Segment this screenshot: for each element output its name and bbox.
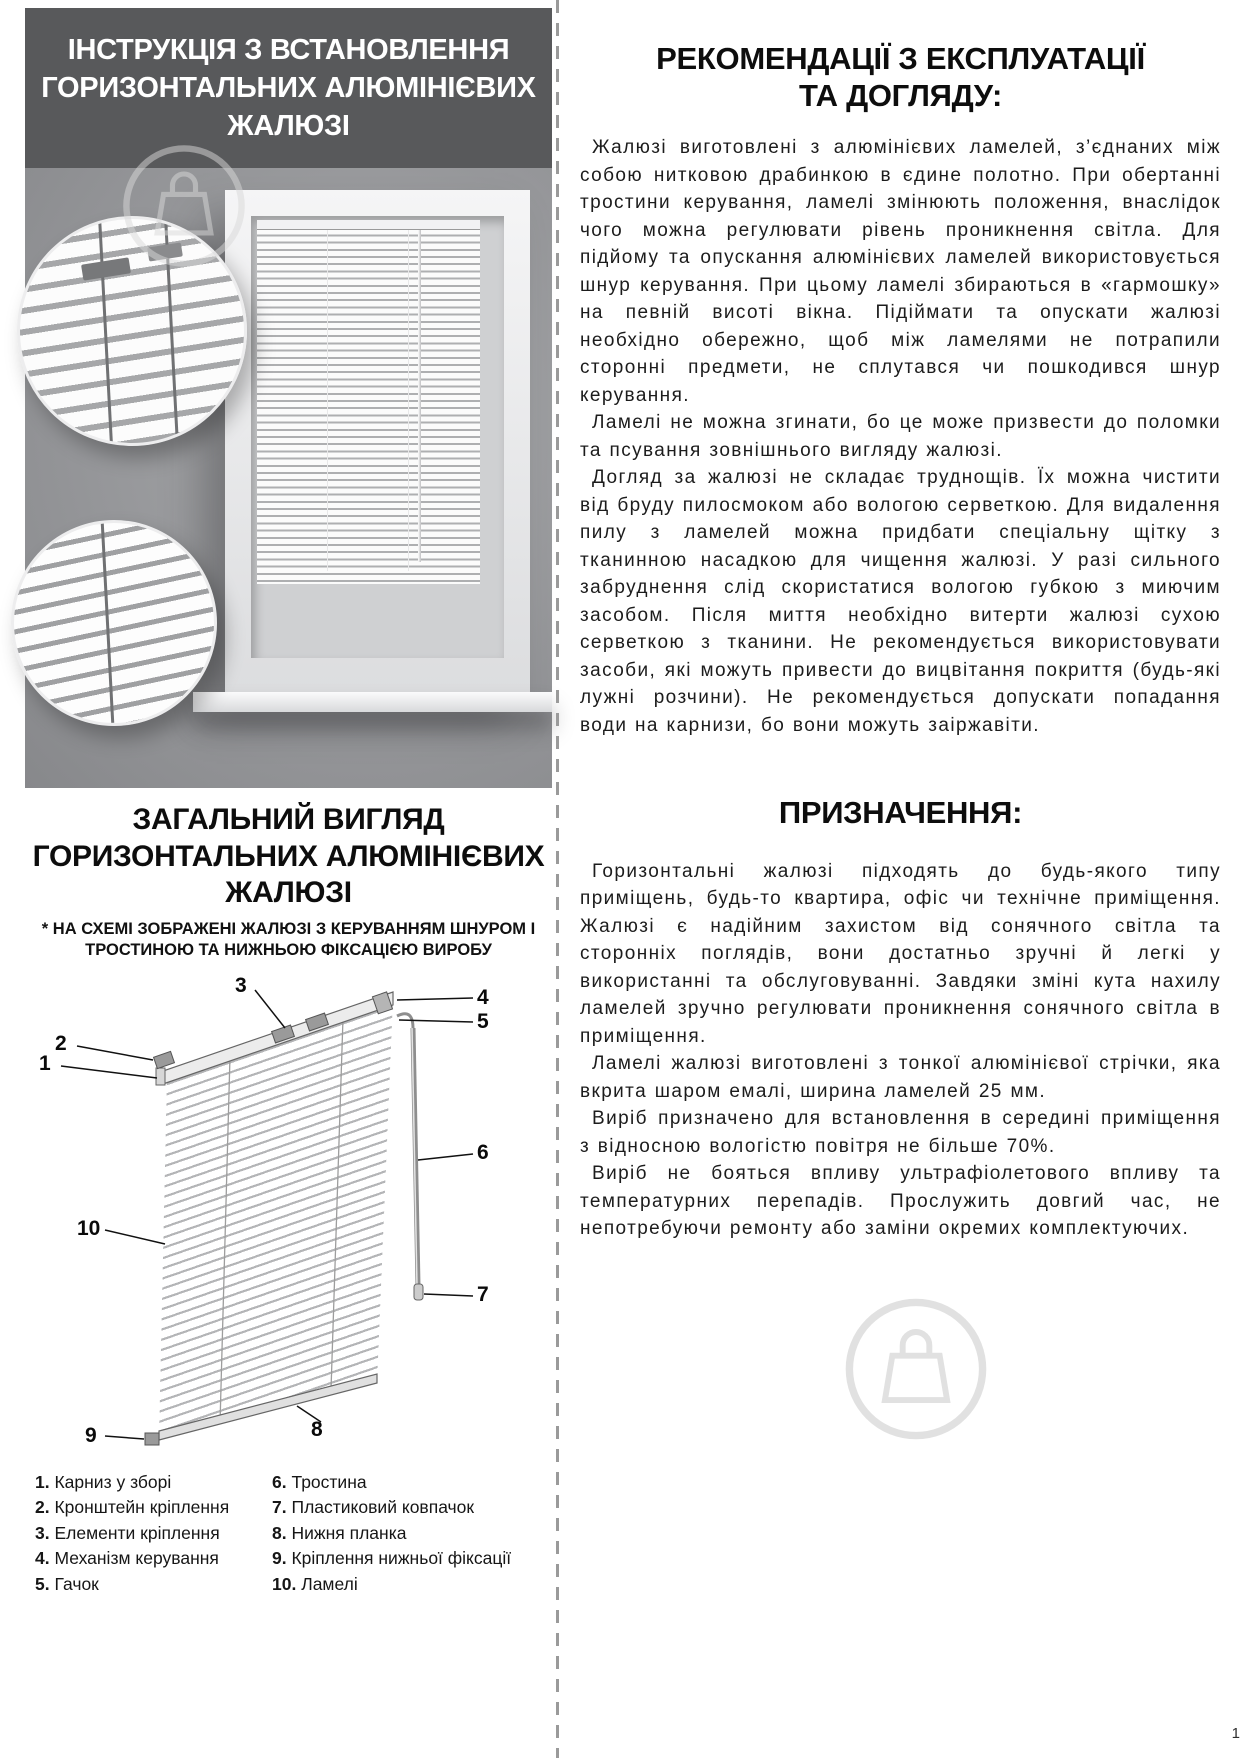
callout-number-6: 6: [477, 1140, 489, 1164]
legend-number: 4.: [35, 1548, 50, 1569]
purpose-paragraph-1: Горизонтальні жалюзі підходять до будь-якого типу приміщень, будь-то квартира, офіс чи технічне приміщення. Жалюзі є надійним захистом від сонячного світла та сторонніх поглядів, вони достатньо зручні й легкі у використанні та обслуговуванні. Завдяки зміні кута нахилу ламелей зручно регулювати проникнення сонячного світла в приміщення.: [580, 860, 1221, 1047]
legend-label: Кронштейн кріплення: [54, 1497, 230, 1518]
leader-line-1: [61, 1066, 157, 1078]
leader-line-9: [105, 1436, 144, 1439]
blinds-diagram: [25, 973, 552, 1458]
overview-title-line: ГОРИЗОНТАЛЬНИХ АЛЮМІНІЄВИХ: [32, 839, 545, 873]
legend-label: Карниз у зборі: [54, 1471, 172, 1492]
legend-item: [35, 1470, 272, 1496]
legend-item: [35, 1495, 272, 1521]
installation-title-line: ГОРИЗОНТАЛЬНИХ АЛЮМІНІЄВИХ: [41, 71, 536, 104]
installation-title-line: ІНСТРУКЦІЯ З ВСТАНОВЛЕННЯ: [67, 33, 510, 66]
overview-title-line: ЖАЛЮЗІ: [225, 876, 352, 910]
legend-label: Нижня планка: [291, 1522, 407, 1543]
legend-column-1: [25, 1470, 272, 1598]
legend-item: [35, 1572, 272, 1598]
parts-legend: [25, 1470, 552, 1598]
overview-title: [25, 802, 552, 912]
legend-number: 8.: [272, 1522, 287, 1543]
blinds-headrail: [257, 220, 480, 230]
overview-title-line: ЗАГАЛЬНИЙ ВИГЛЯД: [132, 803, 445, 836]
bracket-detail: [81, 257, 131, 280]
window-sill: [193, 692, 552, 712]
legend-column-2: [272, 1470, 552, 1598]
care-title-line: РЕКОМЕНДАЦІЇ З ЕКСПЛУАТАЦІЇ: [656, 41, 1145, 76]
callout-number-2: 2: [55, 1031, 67, 1055]
ladder-cord: [220, 1056, 230, 1424]
blinds-wand: [418, 226, 421, 562]
legend-label: Елементи кріплення: [54, 1522, 220, 1543]
legend-label: Кріплення нижньої фіксації: [291, 1548, 512, 1569]
callout-number-8: 8: [311, 1417, 323, 1441]
legend-item: [272, 1572, 552, 1598]
headrail-endcap: [156, 1068, 165, 1085]
care-paragraph-3: Догляд за жалюзі не складає труднощів. Їх можна чистити від бруду пилосмоком або вологою серветкою. Для видалення пилу з ламелей можна придбати спеціальну щітку з тканинною насадкою для чищення жалюзі. У разі сильного забруднення слід скористатися вологою губкою з миючим засобом. Після миття необхідно витерти жалюзі сухою серветкою з тканини. Не рекомендується використовувати засоби, які можуть привести до вицвітання покриття (будь-які лужні розчини). Не рекомендується допускати попадання води на карнизи, бо вони можуть заіржавіти.: [580, 467, 1221, 736]
legend-label: Ламелі: [301, 1573, 358, 1594]
bracket-detail: [147, 242, 183, 261]
left-column: [25, 8, 552, 1597]
purpose-paragraph-4: Виріб не бояться впливу ультрафіолетового впливу та температурних перепадів. Прослужить довгий час, не непотребуючи ремонту або заміни окремих комплектуючих.: [580, 1163, 1221, 1240]
legend-number: 7.: [272, 1497, 287, 1518]
cord-detail: [98, 219, 112, 443]
legend-label: Гачок: [54, 1573, 99, 1594]
legend-number: 5.: [35, 1573, 50, 1594]
callout-number-5: 5: [477, 1009, 489, 1033]
bottom-fixation: [145, 1433, 159, 1445]
window-opening: [251, 216, 504, 658]
blinds-cord: [327, 226, 329, 571]
diagram-overlay: [25, 978, 552, 1458]
care-title-line: ТА ДОГЛЯДУ:: [798, 78, 1002, 114]
legend-number: 6.: [272, 1471, 287, 1492]
legend-number: 10.: [272, 1573, 297, 1594]
callout-number-1: 1: [39, 1051, 51, 1075]
window-blinds-photo: [25, 168, 552, 788]
leader-line-10: [105, 1230, 165, 1244]
page-number: 1: [1231, 1725, 1240, 1742]
bottom-rail: [159, 1374, 377, 1440]
purpose-title: ПРИЗНАЧЕННЯ:: [778, 795, 1023, 831]
leader-line-3: [255, 990, 285, 1028]
callout-number-3: 3: [235, 973, 247, 997]
care-paragraph-1: Жалюзі виготовлені з алюмінієвих ламелей, з’єднаних між собою нитковою драбинкою в єдине полотно. При обертанні тростини керування, ламелі змінюють положення, внаслідок чого можна регулювати рівень проникнення світла. Для підйому та опускання алюмінієвих ламелей використовується шнур керування. При цьому ламелі збираються в «гармошку» на певній висоті вікна. Підіймати та опускати жалюзі необхідно обережно, щоб між ламелями не потрапили сторонні предмети, не сплутався чи пошкодився шнур керування.: [580, 137, 1221, 406]
legend-number: 1.: [35, 1471, 50, 1492]
overview-note-line: * НА СХЕМІ ЗОБРАЖЕНІ ЖАЛЮЗІ З КЕРУВАННЯМ ШНУРОМ І: [41, 919, 536, 938]
purpose-paragraph-2: Ламелі жалюзі виготовлені з тонкої алюмінієвої стрічки, яка вкрита шаром емалі, ширина ламелей 25 мм.: [580, 1053, 1221, 1102]
installation-title-line: ЖАЛЮЗІ: [227, 110, 350, 143]
legend-number: 3.: [35, 1522, 50, 1543]
callout-number-7: 7: [477, 1282, 489, 1306]
legend-item: [272, 1546, 552, 1572]
callout-number-10: 10: [77, 1216, 101, 1240]
zoom-detail-top-mechanism: [17, 216, 247, 446]
window-frame: [225, 190, 530, 692]
legend-label: Пластиковий ковпачок: [291, 1497, 475, 1518]
watermark-logo-icon: [842, 1295, 990, 1443]
leader-line-4: [397, 998, 473, 1000]
legend-number: 2.: [35, 1497, 50, 1518]
legend-number: 9.: [272, 1548, 287, 1569]
callout-number-9: 9: [85, 1423, 97, 1447]
right-column: [580, 40, 1221, 1243]
legend-item: [35, 1521, 272, 1547]
plastic-cap: [414, 1284, 423, 1300]
blinds-in-window: [257, 222, 480, 584]
zoom-detail-slats: [11, 520, 217, 726]
overview-note-line: ТРОСТИНОЮ ТА НИЖНЬОЮ ФІКСАЦІЄЮ ВИРОБУ: [85, 941, 492, 960]
ladder-cord: [331, 1018, 343, 1390]
leader-line-5: [399, 1020, 473, 1022]
leader-line-7: [424, 1294, 473, 1296]
care-title: [580, 40, 1221, 114]
legend-item: [272, 1521, 552, 1547]
leader-line-6: [418, 1154, 473, 1160]
blinds-cord: [408, 226, 410, 571]
legend-label: Тростина: [291, 1471, 367, 1492]
installation-header: [25, 8, 552, 168]
care-paragraph-2: Ламелі не можна згинати, бо це може призвести до поломки та псування зовнішнього вигляду жалюзі.: [580, 412, 1221, 461]
leader-line-2: [77, 1046, 153, 1060]
mounting-bracket: [154, 1051, 175, 1068]
column-divider: [556, 0, 559, 1758]
cord-detail: [101, 523, 114, 723]
legend-item: [272, 1470, 552, 1496]
legend-label: Механізм керування: [54, 1548, 219, 1569]
callout-number-4: 4: [477, 985, 489, 1009]
legend-item: [272, 1495, 552, 1521]
purpose-paragraph-3: Виріб призначено для встановлення в середині приміщення з відносною вологістю повітря не більше 70%.: [580, 1108, 1221, 1157]
overview-note: [25, 919, 552, 962]
legend-item: [35, 1546, 272, 1572]
